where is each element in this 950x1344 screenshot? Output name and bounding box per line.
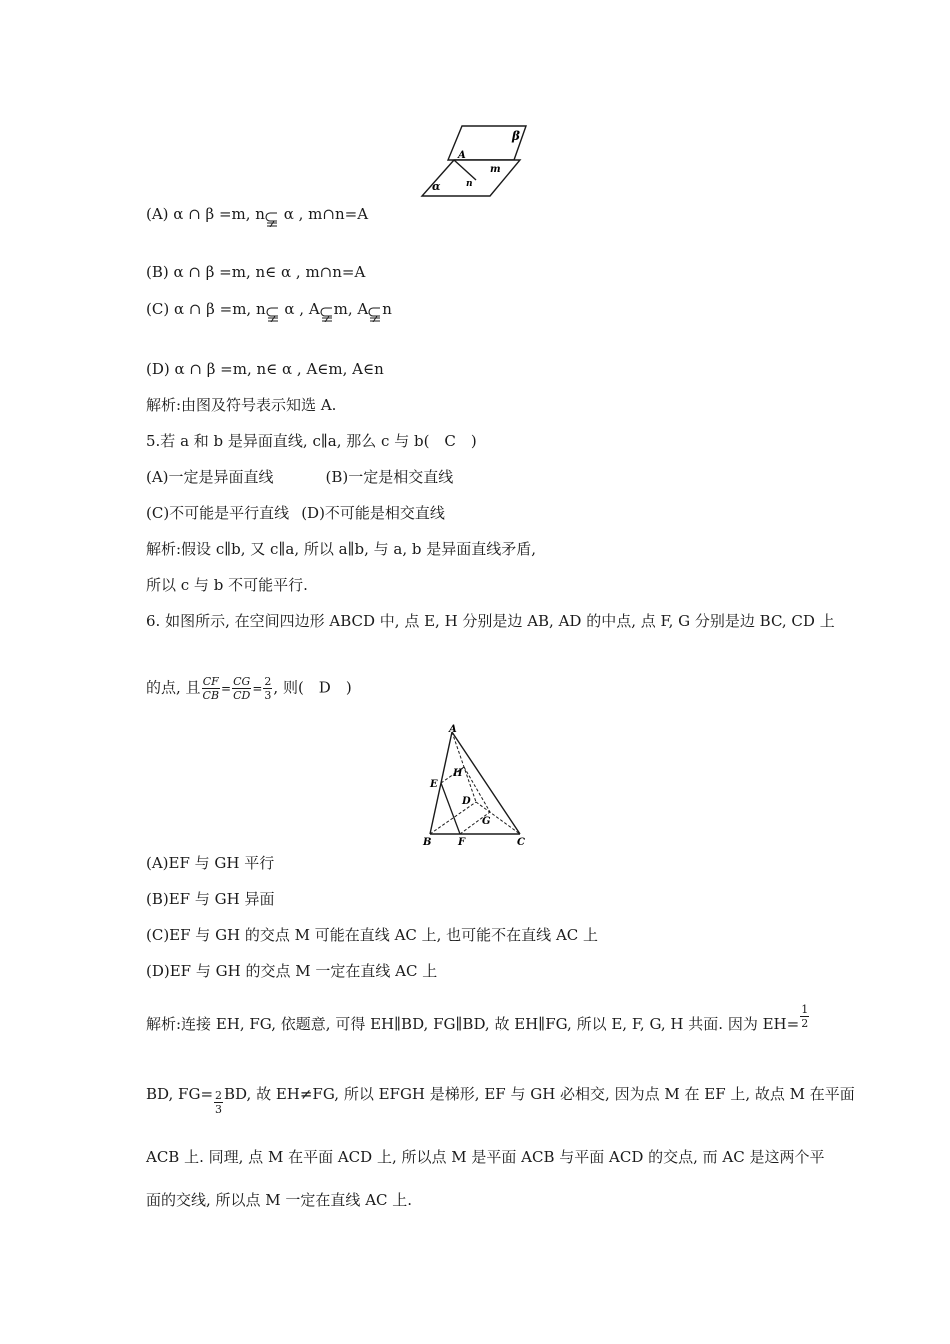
label-A: A	[449, 724, 457, 735]
q5-option-d: (D)不可能是相交直线	[301, 504, 445, 522]
q4-option-d: (D) α ∩ β =m, n∈ α , A∈m, A∈n	[146, 360, 384, 378]
q6-option-a: (A)EF 与 GH 平行	[146, 854, 275, 872]
label-H: H	[453, 768, 463, 779]
figure-tetrahedron	[418, 722, 532, 850]
q4-analysis: 解析:由图及符号表示知选 A.	[146, 396, 337, 414]
label-E: E	[430, 779, 438, 790]
q6-analysis-line4: 面的交线, 所以点 M 一定在直线 AC 上.	[146, 1191, 413, 1209]
label-A: A	[458, 150, 466, 161]
label-alpha: α	[432, 180, 441, 193]
q5-stem: 5.若 a 和 b 是异面直线, c∥a, 那么 c 与 b( C )	[146, 432, 477, 450]
q4-option-a: (A) α ∩ β =m, n α , m∩n=A	[146, 204, 368, 225]
label-G: G	[482, 816, 491, 827]
label-D: D	[462, 796, 471, 807]
subset-not-equal-symbol	[368, 306, 382, 320]
q5-analysis-line1: 解析:假设 c∥b, 又 c∥a, 所以 a∥b, 与 a, b 是异面直线矛盾,	[146, 540, 537, 558]
label-beta: β	[512, 129, 520, 143]
subset-not-equal-symbol	[265, 211, 279, 225]
q5-analysis-line2: 所以 c 与 b 不可能平行.	[146, 576, 308, 594]
q5-option-c: (C)不可能是平行直线	[146, 504, 290, 522]
q6-analysis-line2: BD, FG= $\frac{2}{3}$ BD, 故 EH≠FG, 所以 EFGH 是梯形, EF 与 GH 必相交, 因为点 M 在 EF 上, 故点 M 在平面	[146, 1085, 855, 1116]
q6-analysis-line1: 解析:连接 EH, FG, 依题意, 可得 EH∥BD, FG∥BD, 故 EH∥FG, 所以 E, F, G, H 共面. 因为 EH= $\frac{1}{2}$	[146, 1003, 809, 1033]
q5-option-b: (B)一定是相交直线	[325, 468, 454, 486]
q5-option-a: (A)一定是异面直线	[146, 468, 274, 486]
label-C: C	[517, 837, 525, 848]
fraction-two-thirds: $\frac{2}{3}$	[264, 675, 272, 702]
fraction-two-thirds-analysis: $\frac{2}{3}$	[215, 1089, 223, 1116]
figure-planes	[418, 118, 530, 202]
q5-options-cd	[146, 503, 445, 523]
label-m: m	[490, 164, 501, 175]
q6-option-c: (C)EF 与 GH 的交点 M 可能在直线 AC 上, 也可能不在直线 AC 上	[146, 926, 599, 944]
q6-stem-line2: 的点, 且 $\frac{CF}{CB}$ = $\frac{CG}{CD}$ = $\frac{2}{3}$ , 则( D )	[146, 675, 352, 702]
segment-ef	[441, 783, 460, 834]
q4-option-c: (C) α ∩ β =m, n α , A m, A n	[146, 299, 392, 320]
fraction-cg-cd: $\frac{CG}{CD}$	[233, 675, 251, 702]
subset-not-equal-symbol	[266, 306, 280, 320]
q5-options-ab	[146, 467, 453, 487]
fraction-one-half: $\frac{1}{2}$	[801, 1003, 809, 1030]
q6-option-d: (D)EF 与 GH 的交点 M 一定在直线 AC 上	[146, 962, 438, 980]
q4-option-b: (B) α ∩ β =m, n∈ α , m∩n=A	[146, 263, 366, 281]
label-n: n	[466, 179, 473, 189]
q6-option-b: (B)EF 与 GH 异面	[146, 890, 275, 908]
q6-stem-line1: 6. 如图所示, 在空间四边形 ABCD 中, 点 E, H 分别是边 AB, AD 的中点, 点 F, G 分别是边 BC, CD 上	[146, 612, 835, 630]
subset-not-equal-symbol	[320, 306, 334, 320]
label-B: B	[423, 837, 432, 848]
q6-analysis-line3: ACB 上. 同理, 点 M 在平面 ACD 上, 所以点 M 是平面 ACB 与平面 ACD 的交点, 而 AC 是这两个平	[146, 1148, 825, 1166]
label-F: F	[458, 837, 466, 848]
fraction-cf-cb: $\frac{CF}{CB}$	[202, 675, 220, 702]
